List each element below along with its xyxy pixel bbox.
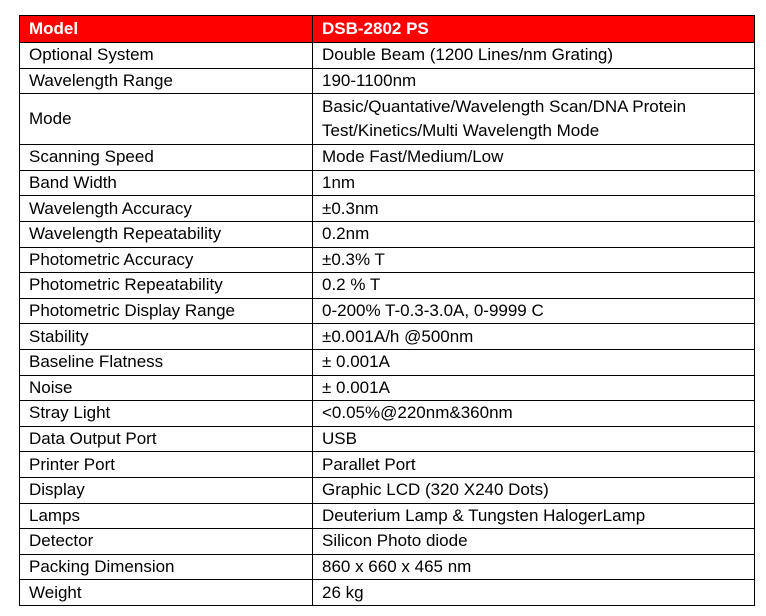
spec-label: Wavelength Repeatability (20, 221, 313, 247)
table-row (20, 273, 755, 299)
spec-value: Mode Fast/Medium/Low (313, 145, 755, 171)
spec-value: ±0.001A/h @500nm (313, 324, 755, 350)
spec-label: Baseline Flatness (20, 349, 313, 375)
spec-label: Stray Light (20, 401, 313, 427)
spec-label: Detector (20, 529, 313, 555)
spec-value: ± 0.001A (313, 349, 755, 375)
spec-label: Photometric Display Range (20, 298, 313, 324)
spec-label: Optional System (20, 43, 313, 69)
spec-value: 1nm (313, 170, 755, 196)
table-row (20, 426, 755, 452)
spec-value: 0-200% T-0.3-3.0A, 0-9999 C (313, 298, 755, 324)
table-row (20, 247, 755, 273)
spec-label: Noise (20, 375, 313, 401)
table-row (20, 324, 755, 350)
spec-value: Double Beam (1200 Lines/nm Grating) (313, 43, 755, 69)
table-row (20, 349, 755, 375)
spec-value: 190-1100nm (313, 68, 755, 94)
spec-label: Lamps (20, 503, 313, 529)
table-row (20, 298, 755, 324)
table-row (20, 503, 755, 529)
spec-label: Scanning Speed (20, 145, 313, 171)
table-row (20, 477, 755, 503)
spec-value: Basic/Quantative/Wavelength Scan/DNA Protein Test/Kinetics/Multi Wavelength Mode (313, 94, 755, 145)
spec-label: Stability (20, 324, 313, 350)
table-row (20, 401, 755, 427)
spec-label: Band Width (20, 170, 313, 196)
header-model-value: DSB-2802 PS (313, 16, 755, 43)
table-row (20, 68, 755, 94)
spec-value: Graphic LCD (320 X240 Dots) (313, 477, 755, 503)
table-row (20, 170, 755, 196)
spec-value: 0.2nm (313, 221, 755, 247)
spec-label: Mode (20, 94, 313, 145)
spec-value: 26 kg (313, 580, 755, 606)
spec-value: Parallet Port (313, 452, 755, 478)
table-row (20, 43, 755, 69)
table-row (20, 529, 755, 555)
spec-value: ± 0.001A (313, 375, 755, 401)
table-row (20, 196, 755, 222)
header-model-label: Model (20, 16, 313, 43)
spec-value: 860 x 660 x 465 nm (313, 554, 755, 580)
table-header-row (20, 16, 755, 43)
spec-label: Weight (20, 580, 313, 606)
spec-label: Printer Port (20, 452, 313, 478)
table-row (20, 375, 755, 401)
spec-label: Photometric Accuracy (20, 247, 313, 273)
table-row (20, 452, 755, 478)
spec-value: Silicon Photo diode (313, 529, 755, 555)
spec-label: Packing Dimension (20, 554, 313, 580)
spec-label: Display (20, 477, 313, 503)
spec-value: ±0.3nm (313, 196, 755, 222)
table-row (20, 145, 755, 171)
spec-value: <0.05%@220nm&360nm (313, 401, 755, 427)
spec-value: ±0.3% T (313, 247, 755, 273)
spec-value: USB (313, 426, 755, 452)
spec-value: 0.2 % T (313, 273, 755, 299)
table-row (20, 580, 755, 606)
spec-label: Wavelength Range (20, 68, 313, 94)
table-row (20, 221, 755, 247)
table-row (20, 94, 755, 145)
spec-label: Wavelength Accuracy (20, 196, 313, 222)
spec-label: Data Output Port (20, 426, 313, 452)
spec-value: Deuterium Lamp & Tungsten HalogerLamp (313, 503, 755, 529)
spec-table (19, 15, 755, 606)
spec-label: Photometric Repeatability (20, 273, 313, 299)
table-row (20, 554, 755, 580)
